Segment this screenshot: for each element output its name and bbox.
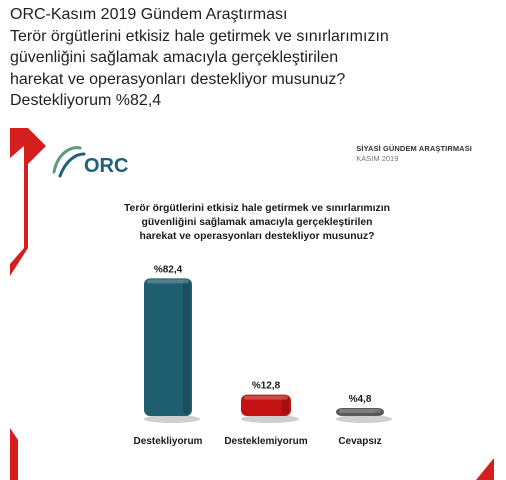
- orc-logo: [50, 142, 140, 187]
- value-label-destekliyorum: %82,4: [153, 264, 183, 276]
- bar-shadow-desteklemiyorum: [241, 415, 299, 423]
- bar-group-desteklemiyorum: [224, 381, 307, 447]
- chart-title-line-2: güvenliğini sağlamak amacıyla gerçekleştirilen: [141, 217, 373, 228]
- chart-title: [102, 202, 412, 244]
- white-cut: [10, 146, 24, 264]
- bar-shadow-cevapsiz: [336, 415, 392, 423]
- bar-shade-destekliyorum: [183, 280, 190, 414]
- chart-title-line-1: Terör örgütlerini etkisiz hale getirmek ve sınırlarımızın: [123, 203, 390, 214]
- category-label-cevapsiz: Cevapsız: [338, 436, 382, 447]
- orc-logo-icon: [50, 142, 140, 182]
- post-question-line-1: Terör örgütlerini etkisiz hale getirmek ve sınırlarımızın: [10, 27, 389, 45]
- bar-highlight-desteklemiyorum: [244, 396, 288, 400]
- post-text: [10, 4, 490, 112]
- bar-highlight-destekliyorum: [147, 279, 189, 283]
- bar-shadow-destekliyorum: [144, 415, 200, 423]
- category-label-destekliyorum: Destekliyorum: [133, 436, 203, 447]
- survey-slide[interactable]: [10, 128, 494, 480]
- bar-group-destekliyorum: [134, 264, 203, 447]
- post-question-line-2: güvenliğini sağlamak amacıyla gerçekleştirilen: [10, 49, 339, 66]
- post-question-line-3: harekat ve operasyonları destekliyor musunuz?: [10, 70, 346, 88]
- post-result: Destekliyorum %82,4: [10, 92, 162, 109]
- chart-title-line-3: harekat ve operasyonları destekliyor musunuz?: [139, 231, 375, 242]
- value-label-cevapsiz: %4,8: [348, 393, 372, 405]
- bar-group-cevapsiz: [336, 394, 392, 447]
- value-label-desteklemiyorum: %12,8: [251, 380, 281, 392]
- report-title: SİYASİ GÜNDEM ARAŞTIRMASI: [356, 144, 472, 153]
- red-corner-accent-bottom-left: [10, 428, 18, 480]
- bar-highlight-cevapsiz: [339, 409, 381, 413]
- report-header: [356, 144, 472, 164]
- report-date: KASIM 2019: [356, 154, 399, 163]
- post-title: ORC-Kasım 2019 Gündem Araştırması: [10, 6, 288, 23]
- category-label-desteklemiyorum: Desteklemiyorum: [224, 436, 308, 447]
- logo-text: ORC: [84, 155, 129, 177]
- red-corner-accent-bottom-right: [476, 458, 494, 480]
